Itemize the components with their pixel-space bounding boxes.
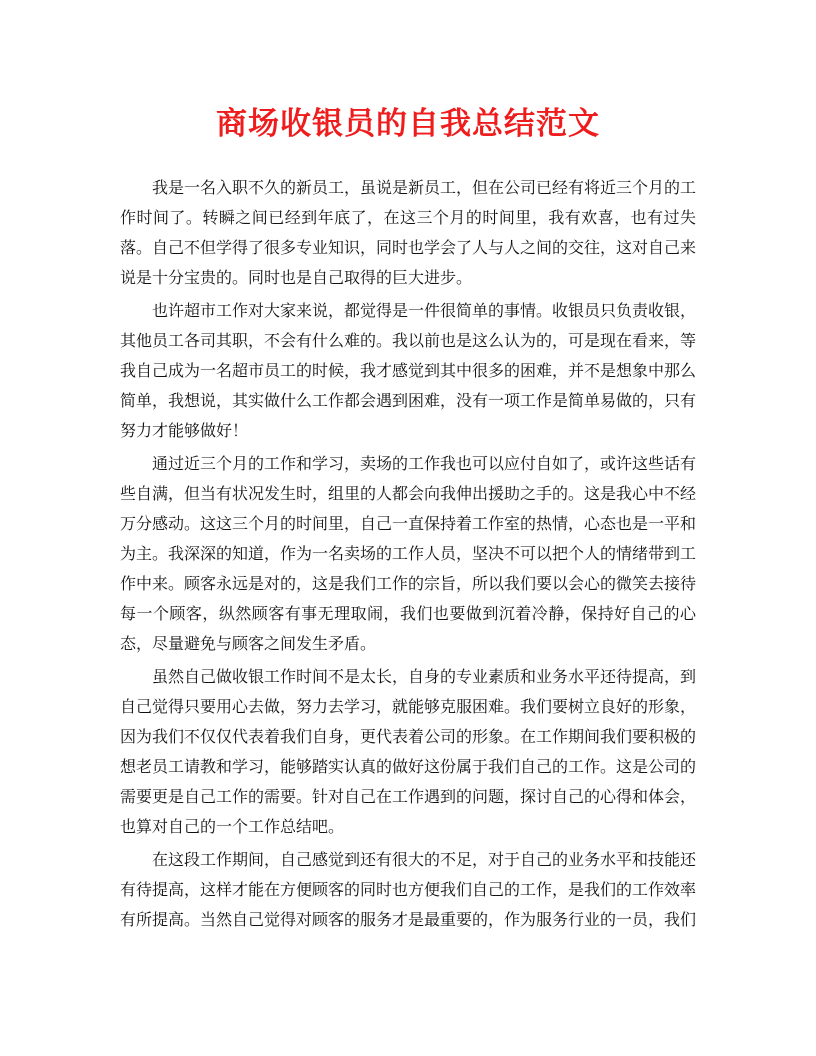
paragraph-1: 我是一名入职不久的新员工，虽说是新员工，但在公司已经有将近三个月的工作时间了。转瞬之间已经到年底了，在这三个月的时间里，我有欢喜，也有过失落。自己不但学得了很多专业知识，同时也学会了人与人之间的交往，这对自己来说是十分宝贵的。同时也是自己取得的巨大进步。 (120, 178, 697, 287)
paragraph-3: 通过近三个月的工作和学习，卖场的工作我也可以应付自如了，或许这些话有些自满，但当有状况发生时，组里的人都会向我伸出援助之手的。这是我心中不经万分感动。这这三个月的时间里，自己一直保持着工作室的热情，心态也是一平和为主。我深深的知道，作为一名卖场的工作人员，坚决不可以把个人的情绪带到工作中来。顾客永远是对的，这是我们工作的宗旨，所以我们要以会心的微笑去接待每一个顾客，纵然顾客有事无理取闹，我们也要做到沉着冷静，保持好自己的心态，尽量避免与顾客之间发生矛盾。 (120, 454, 697, 653)
paragraph-4: 虽然自己做收银工作时间不是太长，自身的专业素质和业务水平还待提高，到自己觉得只要用心去做，努力去学习，就能够克服困难。我们要树立良好的形象，因为我们不仅仅代表着我们自身，更代表着公司的形象。在工作期间我们要积极的想老员工请教和学习，能够踏实认真的做好这份属于我们自己的工作。这是公司的需要更是自己工作的需要。针对自己在工作遇到的问题，探讨自己的心得和体会，也算对自己的一个工作总结吧。 (120, 667, 697, 836)
document-title: 商场收银员的自我总结范文 (216, 106, 600, 142)
paragraph-5: 在这段工作期间，自己感觉到还有很大的不足，对于自己的业务水平和技能还有待提高，这样才能在方便顾客的同时也方便我们自己的工作，是我们的工作效率有所提高。当然自己觉得对顾客的服务才是最重要的，作为服务行业的一员，我们 (120, 850, 697, 929)
paragraph-2: 也许超市工作对大家来说，都觉得是一件很简单的事情。收银员只负责收银，其他员工各司其职，不会有什么难的。我以前也是这么认为的，可是现在看来，等我自己成为一名超市员工的时候，我才感觉到其中很多的困难，并不是想象中那么简单，我想说，其实做什么工作都会遇到困难，没有一项工作是简单易做的，只有努力才能够做好！ (120, 301, 697, 440)
document-body (120, 173, 696, 938)
